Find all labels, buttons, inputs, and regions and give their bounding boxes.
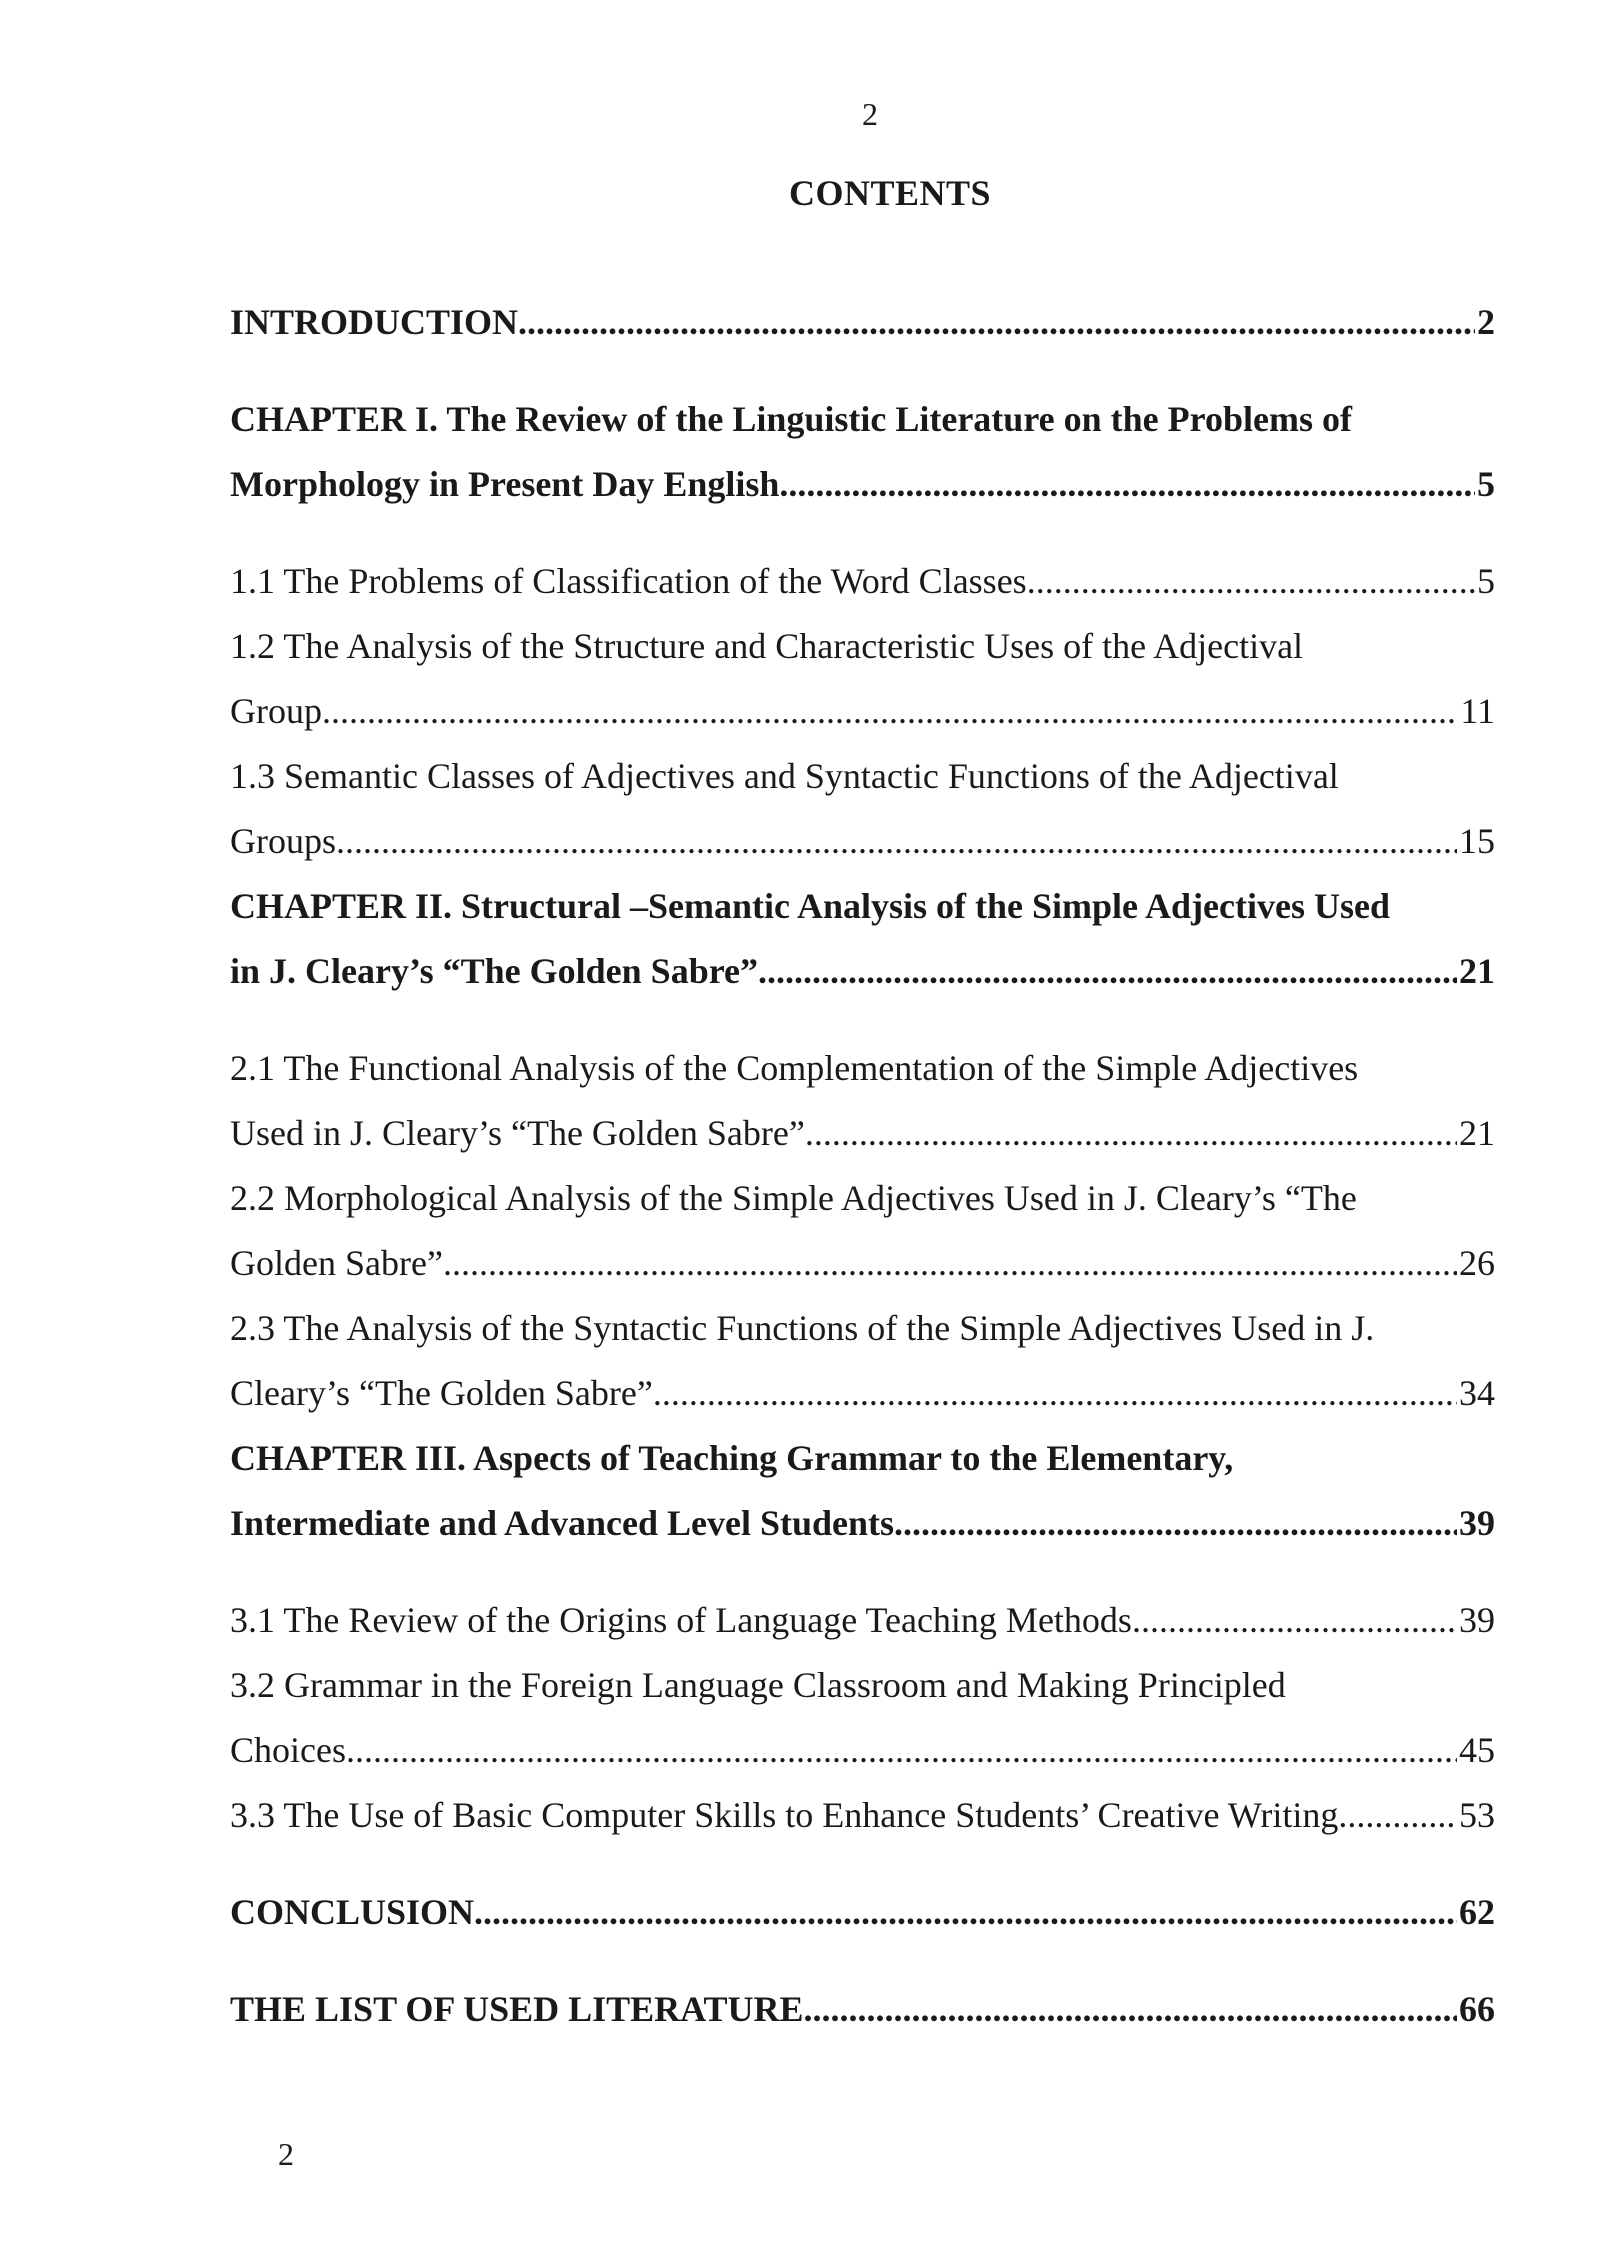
- dot-leader: [346, 1718, 1457, 1783]
- toc-entry-title-line-1: 2.3 The Analysis of the Syntactic Functions of the Simple Adjectives Used in J.: [230, 1308, 1375, 1348]
- toc-entry-section-2-3[interactable]: [230, 1296, 1495, 1426]
- toc-entry-title-line-2: Golden Sabre”: [230, 1243, 443, 1283]
- toc-entry-introduction[interactable]: [230, 290, 1495, 355]
- toc-entry-title-line-1: 1.3 Semantic Classes of Adjectives and Syntactic Functions of the Adjectival: [230, 756, 1339, 796]
- dot-leader: [474, 1880, 1457, 1945]
- toc-entry-title: 3.3 The Use of Basic Computer Skills to Enhance Students’ Creative Writing: [230, 1795, 1339, 1835]
- toc-entry-title: CONCLUSION: [230, 1892, 475, 1932]
- toc-entry-title-line-2: Groups: [230, 821, 336, 861]
- toc-entry-title-line-1: 2.2 Morphological Analysis of the Simple Adjectives Used in J. Cleary’s “The: [230, 1178, 1357, 1218]
- toc-entry-section-1-3[interactable]: [230, 744, 1495, 874]
- toc-entry-page: 15: [1459, 821, 1495, 861]
- toc-entry-chapter-1[interactable]: [230, 387, 1495, 517]
- toc-entry-title-line-2: Morphology in Present Day English: [230, 464, 780, 504]
- toc-entry-conclusion[interactable]: [230, 1880, 1495, 1945]
- header-page-number: 2: [862, 96, 878, 132]
- dot-leader: [336, 809, 1457, 874]
- toc-entry-section-2-2[interactable]: [230, 1166, 1495, 1296]
- toc-entry-title-line-2: Cleary’s “The Golden Sabre”: [230, 1373, 653, 1413]
- toc-entry-page: 5: [1477, 464, 1495, 504]
- dot-leader: [779, 452, 1475, 517]
- toc-entry-page: 21: [1459, 1113, 1495, 1153]
- toc-entry-title-line-1: 2.1 The Functional Analysis of the Complementation of the Simple Adjectives: [230, 1048, 1359, 1088]
- toc-entry-page: 34: [1459, 1373, 1495, 1413]
- toc-entry-title: 1.1 The Problems of Classification of the Word Classes: [230, 561, 1027, 601]
- dot-leader: [518, 290, 1475, 355]
- table-of-contents: [230, 290, 1495, 2042]
- toc-entry-page: 45: [1459, 1730, 1495, 1770]
- dot-leader: [1338, 1783, 1457, 1848]
- toc-entry-page: 11: [1460, 691, 1495, 731]
- toc-entry-title-line-1: 1.2 The Analysis of the Structure and Characteristic Uses of the Adjectival: [230, 626, 1304, 666]
- toc-entry-literature[interactable]: [230, 1977, 1495, 2042]
- contents-title: CONTENTS: [788, 173, 992, 213]
- toc-entry-page: 26: [1459, 1243, 1495, 1283]
- toc-entry-section-1-1[interactable]: [230, 549, 1495, 614]
- dot-leader: [758, 939, 1457, 1004]
- toc-entry-section-3-2[interactable]: [230, 1653, 1495, 1783]
- toc-entry-page: 39: [1459, 1503, 1495, 1543]
- dot-leader: [653, 1361, 1457, 1426]
- toc-entry-page: 5: [1477, 561, 1495, 601]
- toc-entry-page: 39: [1459, 1600, 1495, 1640]
- toc-entry-title-line-2: Intermediate and Advanced Level Students: [230, 1503, 895, 1543]
- toc-entry-chapter-3[interactable]: [230, 1426, 1495, 1556]
- toc-entry-section-1-2[interactable]: [230, 614, 1495, 744]
- toc-entry-page: 53: [1459, 1795, 1495, 1835]
- toc-entry-title-line-1: CHAPTER I. The Review of the Linguistic Literature on the Problems of: [230, 399, 1352, 439]
- toc-entry-section-3-1[interactable]: [230, 1588, 1495, 1653]
- toc-entry-title-line-1: CHAPTER III. Aspects of Teaching Grammar to the Elementary,: [230, 1438, 1234, 1478]
- toc-entry-chapter-2[interactable]: [230, 874, 1495, 1004]
- dot-leader: [805, 1101, 1457, 1166]
- toc-entry-title: THE LIST OF USED LITERATURE: [230, 1989, 804, 2029]
- footer-page-number: 2: [278, 2136, 294, 2172]
- dot-leader: [1132, 1588, 1457, 1653]
- dot-leader: [894, 1491, 1457, 1556]
- toc-entry-page: 62: [1459, 1892, 1495, 1932]
- dot-leader: [322, 679, 1458, 744]
- toc-entry-title-line-2: in J. Cleary’s “The Golden Sabre”: [230, 951, 759, 991]
- dot-leader: [443, 1231, 1457, 1296]
- toc-entry-title-line-2: Group: [230, 691, 322, 731]
- toc-entry-title-line-2: Choices: [230, 1730, 346, 1770]
- dot-leader: [1027, 549, 1475, 614]
- toc-entry-page: 21: [1459, 951, 1495, 991]
- toc-entry-title-line-1: 3.2 Grammar in the Foreign Language Classroom and Making Principled: [230, 1665, 1286, 1705]
- toc-entry-title-line-1: CHAPTER II. Structural –Semantic Analysis of the Simple Adjectives Used: [230, 886, 1390, 926]
- toc-entry-title-line-2: Used in J. Cleary’s “The Golden Sabre”: [230, 1113, 805, 1153]
- toc-entry-title: INTRODUCTION: [230, 302, 519, 342]
- toc-entry-title: 3.1 The Review of the Origins of Language Teaching Methods: [230, 1600, 1132, 1640]
- toc-entry-page: 2: [1477, 302, 1495, 342]
- toc-entry-page: 66: [1459, 1989, 1495, 2029]
- toc-entry-section-2-1[interactable]: [230, 1036, 1495, 1166]
- toc-entry-section-3-3[interactable]: [230, 1783, 1495, 1848]
- dot-leader: [804, 1977, 1457, 2042]
